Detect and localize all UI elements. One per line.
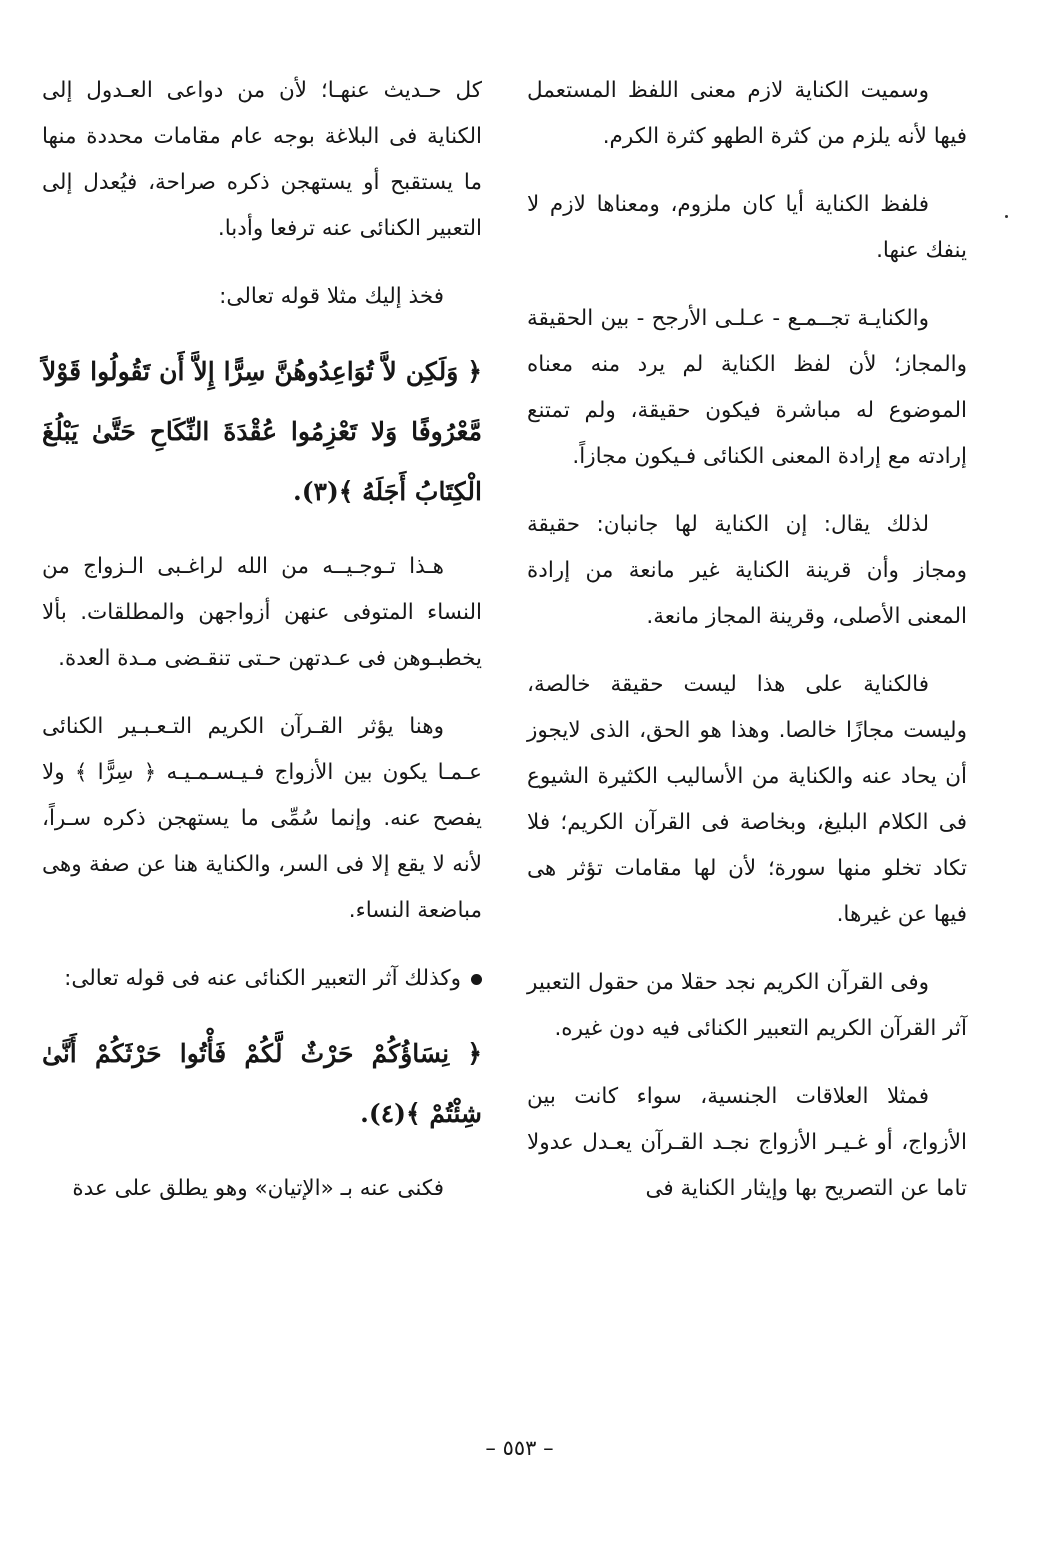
scan-speck [1005,215,1008,218]
paragraph: فلفظ الكناية أيا كان ملزوم، ومعناها لازم لا ينفك عنها. [527,192,967,263]
paragraph: فخذ إليك مثلا قوله تعالى: [219,284,444,309]
right-column [527,68,967,1234]
paragraph-continued: كل حـديث عنهـا؛ لأن من دواعى العـدول إلى الكناية فى البلاغة بوجه عام مقامات محددة منها ما يستقبح أو يستهجن ذكره صراحة، فيُعدل إلى التعبير الكنائى عنه ترفعا وأدبا. [42,78,482,241]
bullet-text: وكذلك آثر التعبير الكنائى عنه فى قوله تعالى: [64,966,461,991]
paragraph: فمثلا العلاقات الجنسية، سواء كانت بين الأزواج، أو غـيـر الأزواج نجـد القـرآن يعـدل عدولا تاما عن التصريح بها وإيثار الكناية فى [527,1084,967,1201]
paragraph: والكنايـة تجــمـع - عـلـى الأرجح - بين الحقيقة والمجاز؛ لأن لفظ الكناية لم يرد منه معناه الموضوع له مباشرة فيكون حقيقة، ولم تمتنع إرادته مع إرادة المعنى الكنائى فـيكون مجازاً. [527,306,967,469]
paragraph: هـذا تـوجـيــه من الله لراغـبى الـزواج من النساء المتوفى عنهن أزواجهن والمطلقات. بألا يخطبـوهن فى عـدتهن حـتى تنقـضى مـدة العدة. [42,554,482,671]
quran-verse: ﴿ وَلَكِن لاَّ تُوَاعِدُوهُنَّ سِرًّا إِلاَّ أَن تَقُولُوا قَوْلاً مَّعْرُوفًا وَلا تَعْزِمُوا عُقْدَةَ النِّكَاحِ حَتَّىٰ يَبْلُغَ الْكِتَابُ أَجَلَهُ ﴾(٣). [42,357,482,506]
paragraph: وهنا يؤثر القـرآن الكريم التـعـبـير الكنائى عـمـا يكون بين الأزواج فـيـسـمـيـه ﴿ سِرًّا ﴾ ولا يفصح عنه. وإنما سُمِّى ما يستهجن ذكره سـراً، لأنه لا يقع إلا فى السر، والكناية هنا عن صفة وهى مباضعة النساء. [42,714,482,923]
paragraph: فالكناية على هذا ليست حقيقة خالصة، وليست مجازًا خالصا. وهذا هو الحق، الذى لايجوز أن يحاد عنه والكناية من الأساليب الكثيرة الشيوع فى الكلام البليغ، وبخاصة فى القرآن الكريم؛ فلا تكاد تخلو منها سورة؛ لأن لها مقامات تؤثر هى فيها عن غيرها. [527,672,967,927]
bullet-icon [471,974,482,985]
quran-verse: ﴿ نِسَاؤُكُمْ حَرْثٌ لَّكُمْ فَأْتُوا حَرْثَكُمْ أَنَّىٰ شِئْتُمْ ﴾(٤). [42,1039,482,1128]
paragraph: وفى القرآن الكريم نجد حقلا من حقول التعبير آثر القرآن الكريم التعبير الكنائى فيه دون غيره. [527,970,967,1041]
paragraph: لذلك يقال: إن الكناية لها جانبان: حقيقة ومجاز وأن قرينة الكناية غير مانعة من إرادة المعنى الأصلى، وقرينة المجاز مانعة. [527,512,967,629]
paragraph: وسميت الكناية لازم معنى اللفظ المستعمل فيها لأنه يلزم من كثرة الطهو كثرة الكرم. [527,78,967,149]
left-column [42,68,482,1234]
paragraph: فكنى عنه بـ «الإتيان» وهو يطلق على عدة [72,1176,444,1201]
page-number: – ٥٥٣ – [485,1436,554,1460]
bullet-paragraph [42,956,482,1002]
